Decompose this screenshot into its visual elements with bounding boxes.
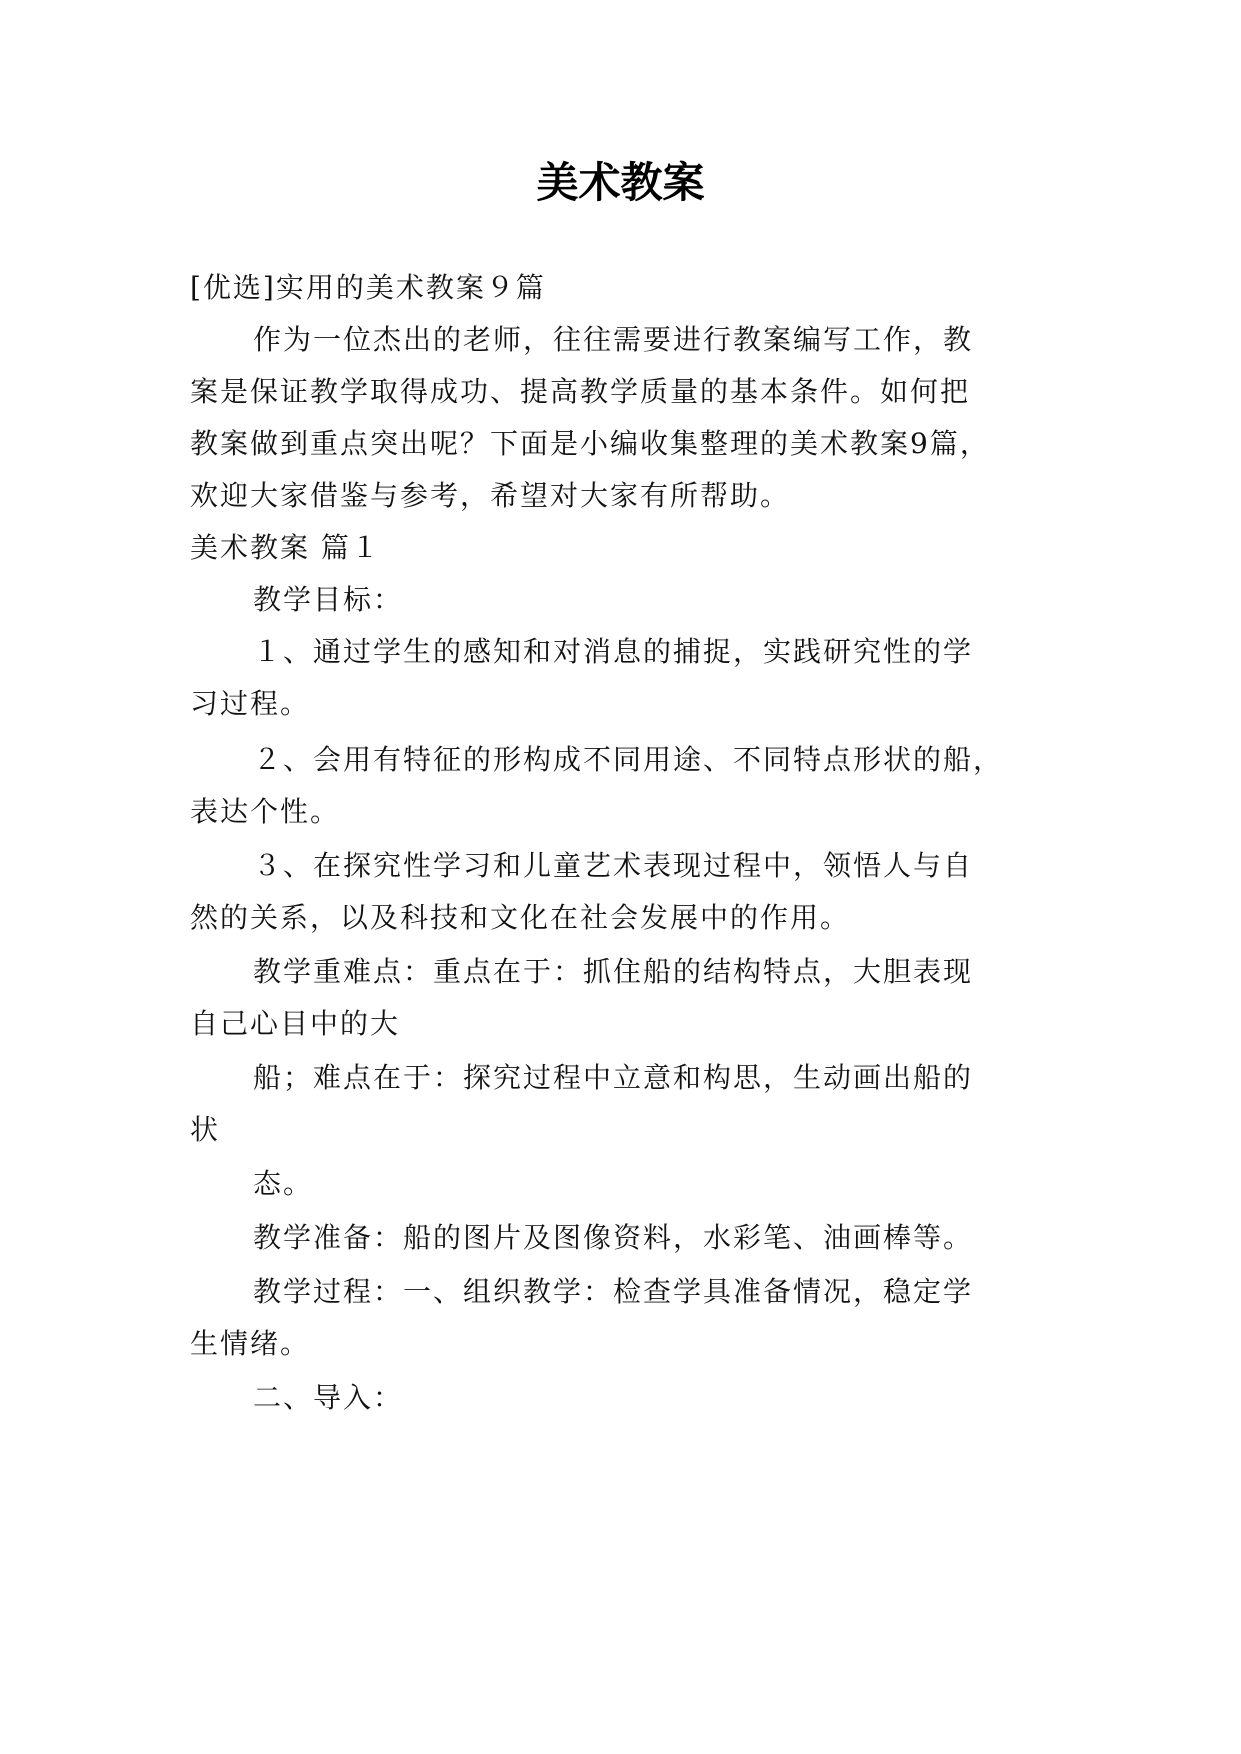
intro-line-3: 教案做到重点突出呢？下面是小编收集整理的美术教案9篇，	[190, 427, 990, 460]
goal-3-line-2: 然的关系，以及科技和文化在社会发展中的作用。	[190, 901, 851, 934]
goal-2-line-2: 表达个性。	[190, 795, 341, 828]
process-line-2: 生情绪。	[190, 1327, 311, 1360]
subtitle: [优选]实用的美术教案９篇	[190, 271, 546, 304]
process-line-1: 教学过程：一、组织教学：检查学具准备情况，稳定学	[253, 1275, 974, 1308]
intro-line-2: 案是保证教学取得成功、提高教学质量的基本条件。如何把	[190, 375, 971, 408]
section-heading: 美术教案 篇１	[190, 531, 381, 564]
difficulty-line-3: 态。	[253, 1167, 314, 1200]
preparation: 教学准备：船的图片及图像资料，水彩笔、油画棒等。	[253, 1221, 974, 1254]
document-title: 美术教案	[536, 158, 705, 207]
intro-line-4: 欢迎大家借鉴与参考，希望对大家有所帮助。	[190, 479, 791, 512]
goal-3-line-1: ３、在探究性学习和儿童艺术表现过程中，领悟人与自	[253, 849, 974, 882]
key-points-line-1: 教学重难点：重点在于：抓住船的结构特点，大胆表现	[253, 955, 974, 988]
goals-heading: 教学目标：	[253, 583, 404, 616]
difficulty-line-1: 船；难点在于：探究过程中立意和构思，生动画出船的	[253, 1061, 974, 1094]
key-points-line-2: 自己心目中的大	[190, 1007, 401, 1040]
goal-2-line-1: ２、会用有特征的形构成不同用途、不同特点形状的船，	[253, 743, 1004, 776]
difficulty-line-2: 状	[190, 1113, 221, 1146]
step-2: 二、导入：	[253, 1381, 404, 1414]
goal-1-line-1: １、通过学生的感知和对消息的捕捉，实践研究性的学	[253, 635, 974, 668]
goal-1-line-2: 习过程。	[190, 687, 311, 720]
intro-line-1: 作为一位杰出的老师，往往需要进行教案编写工作，教	[253, 323, 974, 356]
